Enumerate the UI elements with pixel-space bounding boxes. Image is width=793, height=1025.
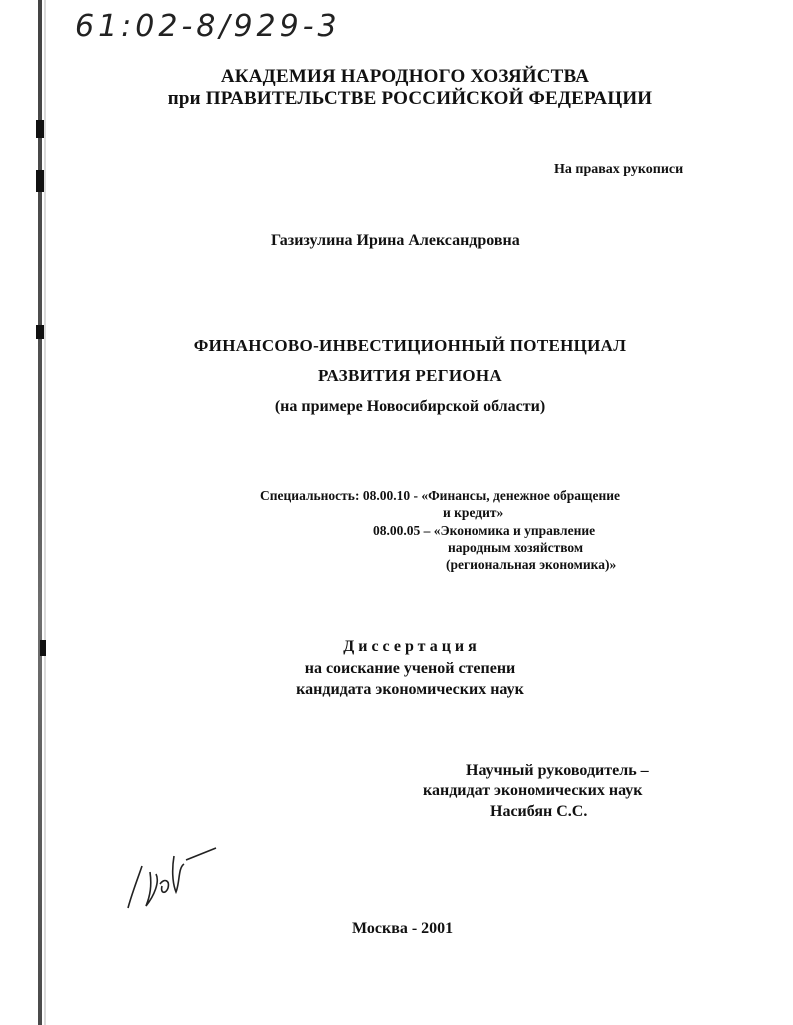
binding-edge-shadow xyxy=(44,0,46,1025)
handwritten-archive-number xyxy=(75,2,395,46)
binding-mark xyxy=(36,325,44,339)
advisor-line-1: Научный руководитель – xyxy=(466,762,649,779)
binding-mark xyxy=(36,170,44,192)
handwritten-signature xyxy=(120,838,220,918)
author-name: Газизулина Ирина Александровна xyxy=(271,232,520,249)
title-line-2: РАЗВИТИЯ РЕГИОНА xyxy=(318,366,502,385)
specialty-line-5: (региональная экономика)» xyxy=(446,557,617,572)
specialty-line-2: и кредит» xyxy=(443,505,504,520)
binding-mark xyxy=(36,120,44,138)
title-subtitle: (на примере Новосибирской области) xyxy=(274,398,546,415)
manuscript-note: На правах рукописи xyxy=(554,162,684,177)
institution-line-1: АКАДЕМИЯ НАРОДНОГО ХОЗЯЙСТВА xyxy=(220,66,590,87)
archive-number-text: 61:02-8/929-3 xyxy=(75,9,341,44)
binding-edge xyxy=(38,0,42,1025)
specialty-line-1: Специальность: 08.00.10 - «Финансы, денежное обращение xyxy=(260,488,620,503)
advisor-line-3: Насибян С.С. xyxy=(490,803,588,820)
institution-line-2: при ПРАВИТЕЛЬСТВЕ РОССИЙСКОЙ ФЕДЕРАЦИИ xyxy=(167,88,653,109)
specialty-line-4: народным хозяйством xyxy=(448,540,584,555)
binding-mark xyxy=(40,640,46,656)
title-line-1: ФИНАНСОВО-ИНВЕСТИЦИОННЫЙ ПОТЕНЦИАЛ xyxy=(193,336,627,355)
dissertation-heading: Диссертация xyxy=(343,638,481,655)
advisor-line-2: кандидат экономических наук xyxy=(423,782,643,799)
specialty-line-3: 08.00.05 – «Экономика и управление xyxy=(373,523,596,538)
dissertation-line-3: кандидата экономических наук xyxy=(296,681,524,698)
city-year: Москва - 2001 xyxy=(352,920,454,937)
dissertation-line-2: на соискание ученой степени xyxy=(304,660,516,677)
